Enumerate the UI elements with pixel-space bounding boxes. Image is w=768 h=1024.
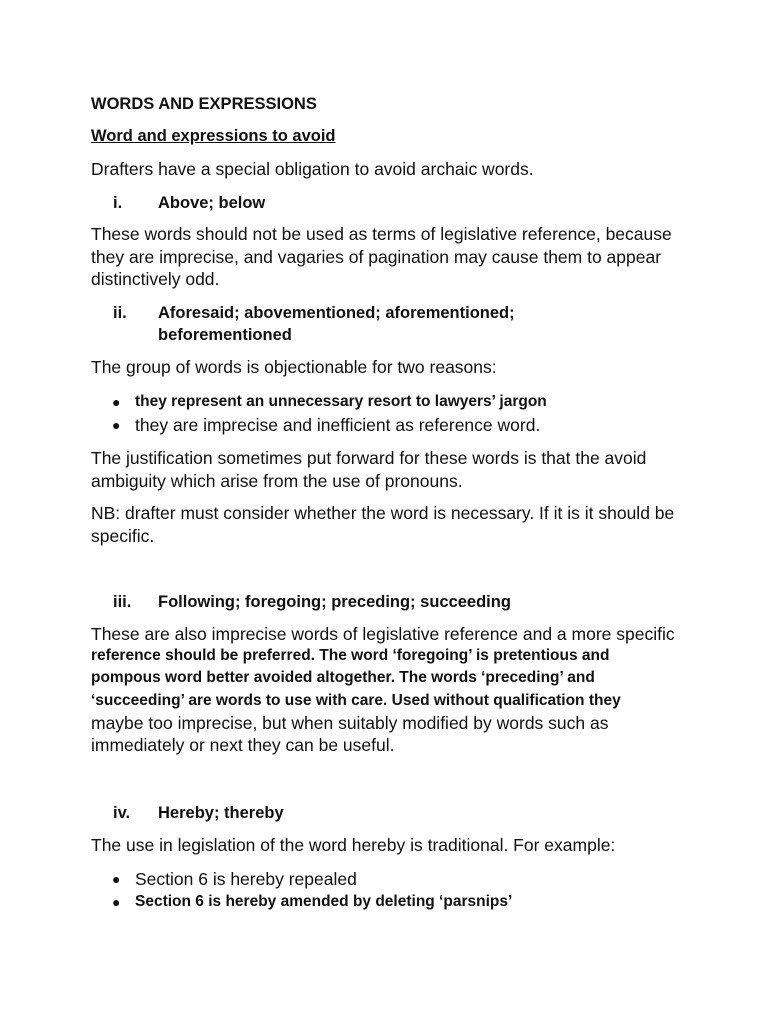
bullet-icon: ● (112, 871, 121, 887)
list-item: they represent an unnecessary resort to lawyers’ jargon (135, 393, 547, 410)
section-numeral: iv. (113, 804, 131, 822)
paragraph-line: These are also imprecise words of legislative reference and a more specific (91, 624, 675, 644)
section-numeral: ii. (113, 304, 127, 322)
section-paragraph: The group of words is objectionable for two reasons: (91, 357, 497, 377)
paragraph-line: pompous word better avoided altogether. The words ‘preceding’ and (91, 669, 595, 687)
section-heading: Following; foregoing; preceding; succeeding (158, 593, 511, 611)
list-item: Section 6 is hereby amended by deleting ‘parsnips’ (135, 893, 513, 910)
paragraph-line: immediately or next they can be useful. (91, 735, 395, 756)
section-paragraph: The use in legislation of the word hereby is traditional. For example: (91, 835, 616, 855)
section-paragraph: The justification sometimes put forward for these words is that the avoid ambiguity which arise from the use of pronouns. (91, 448, 647, 491)
section-numeral: i. (113, 194, 123, 212)
bullet-icon: ● (112, 417, 121, 433)
paragraph-line: maybe too imprecise, but when suitably modified by words such as (91, 712, 609, 733)
list-item: they are imprecise and inefficient as reference word. (135, 415, 541, 435)
note-paragraph: NB: drafter must consider whether the word is necessary. If it is it should be specific. (91, 503, 675, 546)
section-paragraph: These words should not be used as terms of legislative reference, because they are imprecise, and vagaries of pagination may cause them to appear distinctively odd. (91, 224, 672, 289)
bullet-icon: ● (112, 394, 121, 410)
section-heading: Aforesaid; abovementioned; aforementioned; beforementioned (158, 304, 515, 344)
intro-paragraph: Drafters have a special obligation to avoid archaic words. (91, 159, 534, 179)
document-subtitle: Word and expressions to avoid (91, 127, 336, 145)
section-heading: Above; below (158, 194, 266, 212)
section-paragraph (91, 623, 691, 756)
paragraph-line: reference should be preferred. The word ‘foregoing’ is pretentious and (91, 647, 610, 665)
section-heading: Hereby; thereby (158, 804, 284, 822)
section-numeral: iii. (113, 593, 132, 611)
paragraph-line: ‘succeeding’ are words to use with care. Used without qualification they (91, 691, 621, 709)
document-title: WORDS AND EXPRESSIONS (91, 95, 317, 113)
list-item: Section 6 is hereby repealed (135, 869, 357, 889)
bullet-icon: ● (112, 894, 121, 910)
